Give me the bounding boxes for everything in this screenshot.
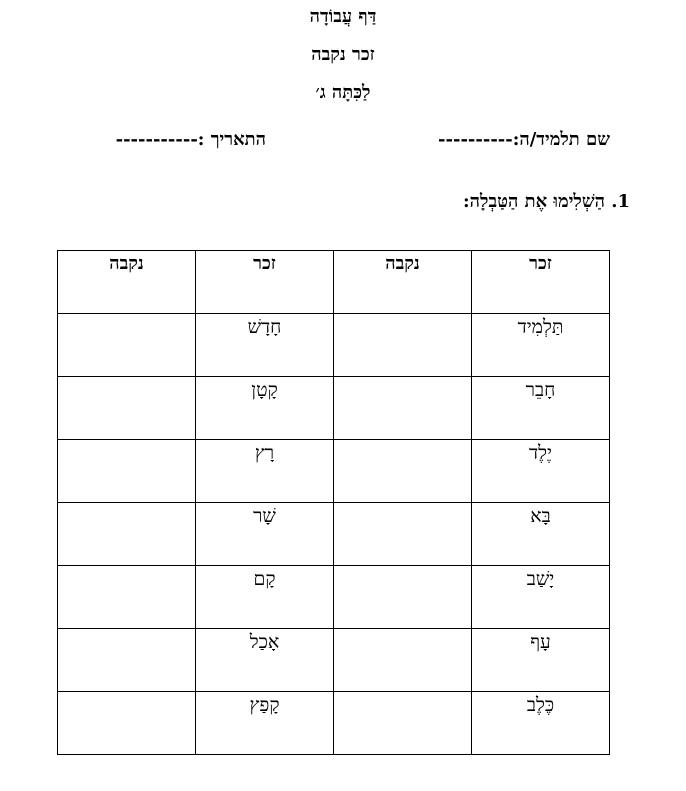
table-row	[58, 566, 610, 629]
answer-cell[interactable]	[58, 692, 196, 755]
student-name-field[interactable]: שם תלמיד/ה:----------	[438, 129, 610, 150]
word-cell: תַּלְמִיד	[472, 314, 610, 377]
answer-cell[interactable]	[334, 629, 472, 692]
answer-cell[interactable]	[58, 503, 196, 566]
word-cell: אָכַל	[196, 629, 334, 692]
table-row	[58, 440, 610, 503]
answer-cell[interactable]	[334, 692, 472, 755]
date-field[interactable]: התאריך :-----------	[115, 129, 266, 150]
table-row	[58, 692, 610, 755]
word-cell: שָׁר	[196, 503, 334, 566]
answer-cell[interactable]	[334, 566, 472, 629]
header-masculine-1: זכר	[472, 251, 610, 314]
word-cell: יֶלֶד	[472, 440, 610, 503]
instruction-text: 1. הַשְׁלִימוּ אֶת הַטַּבְלָה:	[463, 191, 630, 212]
answer-cell[interactable]	[334, 440, 472, 503]
answer-cell[interactable]	[58, 440, 196, 503]
answer-cell[interactable]	[58, 377, 196, 440]
table-row	[58, 314, 610, 377]
word-cell: חָבֵר	[472, 377, 610, 440]
table-row	[58, 629, 610, 692]
answer-cell[interactable]	[58, 629, 196, 692]
worksheet-table	[57, 250, 610, 755]
header-masculine-2: זכר	[196, 251, 334, 314]
word-cell: קָם	[196, 566, 334, 629]
header-feminine-1: נקבה	[334, 251, 472, 314]
table-header-row	[58, 251, 610, 314]
grade-label: לַכִּתָּה ג׳	[315, 82, 371, 103]
word-cell: עָף	[472, 629, 610, 692]
table-row	[58, 377, 610, 440]
page-title: דַּף עֲבוֹדָה	[309, 6, 377, 27]
word-cell: קָפַץ	[196, 692, 334, 755]
answer-cell[interactable]	[334, 503, 472, 566]
word-cell: קָטָן	[196, 377, 334, 440]
header-feminine-2: נקבה	[58, 251, 196, 314]
word-cell: כֶּלֶב	[472, 692, 610, 755]
answer-cell[interactable]	[58, 314, 196, 377]
page-subtitle: זכר נקבה	[311, 44, 375, 65]
table-row	[58, 503, 610, 566]
answer-cell[interactable]	[334, 377, 472, 440]
word-cell: בָּא	[472, 503, 610, 566]
answer-cell[interactable]	[58, 566, 196, 629]
word-cell: חָדָשׁ	[196, 314, 334, 377]
word-cell: רָץ	[196, 440, 334, 503]
answer-cell[interactable]	[334, 314, 472, 377]
word-cell: יָשַׁב	[472, 566, 610, 629]
